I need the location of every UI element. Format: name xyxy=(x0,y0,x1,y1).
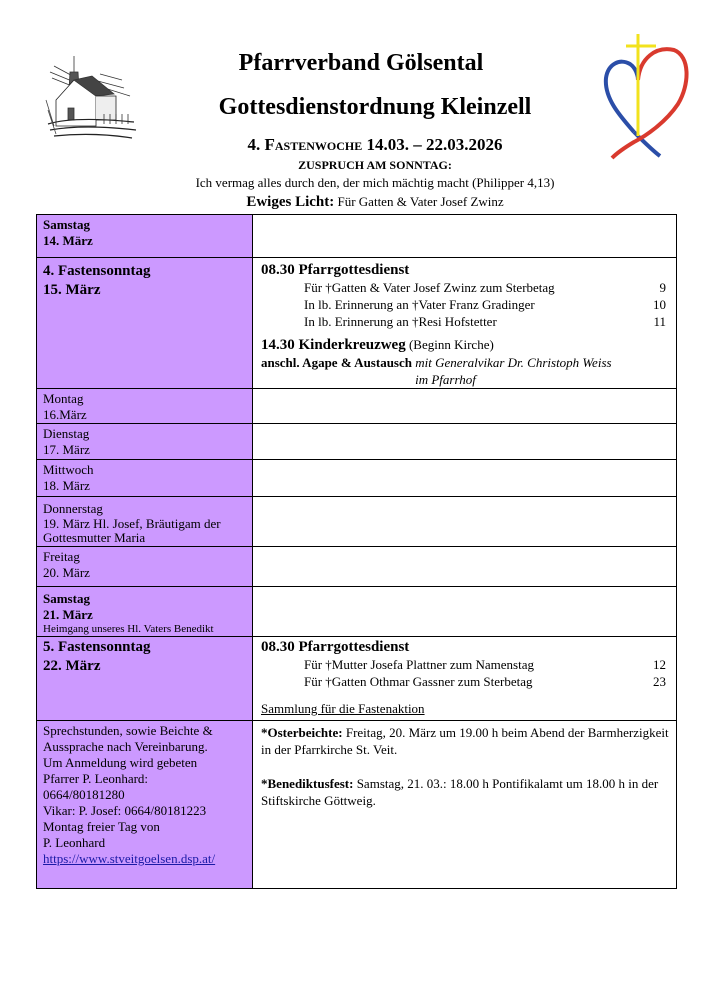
intention xyxy=(261,313,670,330)
info-line: Aussprache nach Vereinbarung. xyxy=(43,739,208,754)
event-cell xyxy=(253,547,677,587)
event-cell xyxy=(253,460,677,497)
day-name: 5. Fastensonntag xyxy=(43,639,151,655)
table-row xyxy=(37,215,677,258)
day-date: 22. März xyxy=(43,658,101,674)
week-range: 14.03. – 22.03.2026 xyxy=(362,135,503,154)
day-name: 4. Fastensonntag xyxy=(43,263,151,279)
day-cell xyxy=(37,497,253,547)
intention xyxy=(261,656,670,673)
info-line: Sprechstunden, sowie Beichte & xyxy=(43,723,213,738)
day-cell xyxy=(37,460,253,497)
intention-number: 9 xyxy=(659,280,666,295)
note-text: Freitag, 20. März um 19.00 h beim Abend der Barmherzigkeit in der Pfarrkirche St. Veit. xyxy=(261,725,669,757)
contact-info-cell xyxy=(37,721,253,889)
event-title: 14.30 Kinderkreuzweg xyxy=(261,337,406,353)
intention-text: Für †Gatten & Vater Josef Zwinz zum Sterbetag xyxy=(304,280,555,295)
event-cell xyxy=(253,215,677,258)
day-name: Samstag xyxy=(43,217,90,232)
info-line: Pfarrer P. Leonhard: xyxy=(43,771,149,786)
ewiges-licht xyxy=(0,194,722,211)
day-cell xyxy=(37,258,253,389)
mass-title: 08.30 Pfarrgottesdienst xyxy=(261,262,410,278)
page-title: Gottesdienstordnung Kleinzell xyxy=(218,94,532,120)
week-prefix: 4. xyxy=(247,135,265,154)
event-cell xyxy=(253,389,677,424)
event-cell xyxy=(253,424,677,460)
note-osterbeichte xyxy=(261,724,670,758)
day-date: 20. März xyxy=(43,565,90,580)
intention xyxy=(261,673,670,690)
table-row xyxy=(37,389,677,424)
table-row xyxy=(37,587,677,637)
table-row xyxy=(37,721,677,889)
note-label: *Benediktusfest: xyxy=(261,776,354,791)
day-name: Montag xyxy=(43,391,84,406)
event-cell xyxy=(253,258,677,389)
intention-number: 12 xyxy=(653,657,666,672)
day-note: Heimgang unseres Hl. Vaters Benedikt xyxy=(43,623,214,635)
table-row xyxy=(37,497,677,547)
agape-line xyxy=(261,354,670,371)
mass-title: 08.30 Pfarrgottesdienst xyxy=(261,639,410,655)
intention-text: Für †Mutter Josefa Plattner zum Namenstag xyxy=(304,657,534,672)
day-date: 17. März xyxy=(43,442,90,457)
day-cell xyxy=(37,637,253,721)
info-line: Vikar: P. Josef: 0664/80181223 xyxy=(43,803,207,818)
event-cell xyxy=(253,637,677,721)
notes-cell xyxy=(253,721,677,889)
day-name: Mittwoch xyxy=(43,462,94,477)
agape-italic: mit Generalvikar Dr. Christoph Weiss xyxy=(411,355,612,370)
table-row xyxy=(37,547,677,587)
week-heading xyxy=(0,135,722,155)
event-cell xyxy=(253,587,677,637)
ewiges-licht-label: Ewiges Licht: xyxy=(246,194,335,210)
ewiges-licht-text: Für Gatten & Vater Josef Zwinz xyxy=(334,194,504,209)
table-row xyxy=(37,460,677,497)
info-line: 0664/80181280 xyxy=(43,787,125,802)
zuspruch-text: Ich vermag alles durch den, der mich mächtig macht (Philipper 4,13) xyxy=(195,175,555,190)
note-label: *Osterbeichte: xyxy=(261,725,343,740)
organization-title: Pfarrverband Gölsental xyxy=(238,50,484,76)
intention-text: Für †Gatten Othmar Gassner zum Sterbetag xyxy=(304,674,533,689)
agape-bold: anschl. Agape & Austausch xyxy=(261,355,412,370)
event-cell xyxy=(253,497,677,547)
kinderkreuzweg xyxy=(261,336,670,354)
day-date: 14. März xyxy=(43,233,93,248)
day-date: 16.März xyxy=(43,407,87,422)
collection-note: Sammlung für die Fastenaktion xyxy=(261,701,425,716)
event-note: (Beginn Kirche) xyxy=(405,337,494,352)
table-row xyxy=(37,258,677,389)
day-name: Freitag xyxy=(43,549,80,564)
schedule-table xyxy=(36,214,677,889)
day-date: 21. März xyxy=(43,607,93,622)
info-line: Montag freier Tag von xyxy=(43,819,160,834)
table-row xyxy=(37,637,677,721)
day-name: Donnerstag xyxy=(43,501,103,516)
intention-text: In lb. Erinnerung an †Vater Franz Gradinger xyxy=(304,297,535,312)
agape-place: im Pfarrhof xyxy=(415,372,476,387)
intention-number: 11 xyxy=(653,314,666,329)
info-line: Um Anmeldung wird gebeten xyxy=(43,755,198,770)
day-cell xyxy=(37,424,253,460)
intention-number: 10 xyxy=(653,297,666,312)
zuspruch-heading: ZUSPRUCH AM SONNTAG: xyxy=(298,158,452,172)
website-link[interactable]: https://www.stveitgoelsen.dsp.at/ xyxy=(43,851,216,866)
intention xyxy=(261,296,670,313)
table-row xyxy=(37,424,677,460)
day-cell xyxy=(37,215,253,258)
intention xyxy=(261,279,670,296)
note-benediktusfest xyxy=(261,775,670,809)
note-text: Samstag, 21. 03.: 18.00 h Pontifikalamt um 18.00 h in der Stiftskirche Göttweig. xyxy=(261,776,659,808)
day-name: Dienstag xyxy=(43,426,90,441)
day-date: 18. März xyxy=(43,478,90,493)
day-date: 15. März xyxy=(43,282,101,298)
info-line: P. Leonhard xyxy=(43,835,106,850)
day-cell xyxy=(37,587,253,637)
day-date: 19. März Hl. Josef, Bräutigam der Gottesmutter Maria xyxy=(43,516,221,545)
intention-number: 23 xyxy=(653,674,666,689)
day-cell xyxy=(37,547,253,587)
day-cell xyxy=(37,389,253,424)
intention-text: In lb. Erinnerung an †Resi Hofstetter xyxy=(304,314,497,329)
day-name: Samstag xyxy=(43,591,90,606)
week-label: Fastenwoche xyxy=(264,135,363,154)
